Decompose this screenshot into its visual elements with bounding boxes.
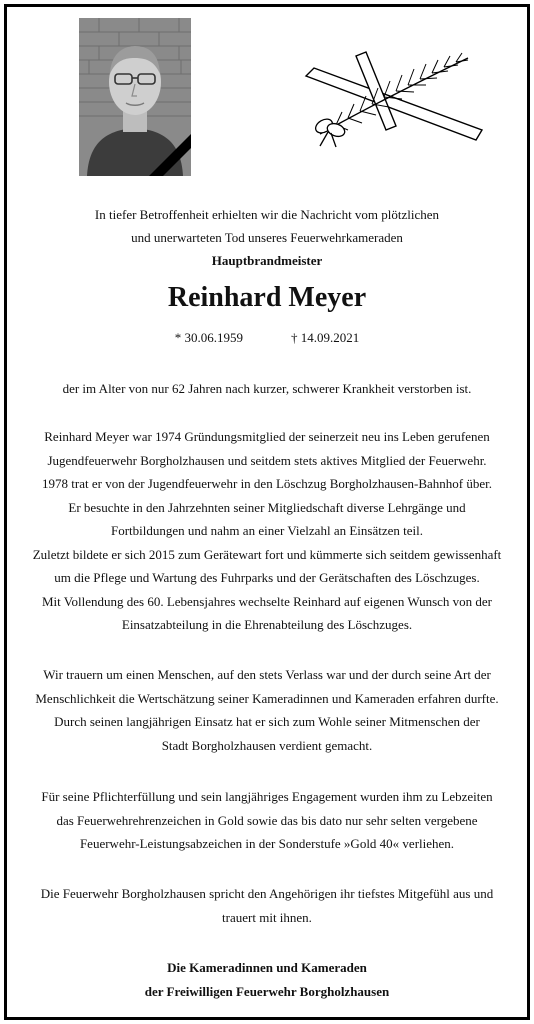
mourn-line-2: Menschlichkeit die Wertschätzung seiner Kameradinnen und Kameraden erfahren durfte. — [35, 690, 499, 706]
bio-line-8: Mit Vollendung des 60. Lebensjahres wechselte Reinhard auf eigenen Wunsch von der — [41, 593, 493, 609]
intro-line-1: In tiefer Betroffenheit erhielten wir die Nachricht vom plötzlichen — [94, 207, 440, 222]
bio-line-6: Zuletzt bildete er sich 2015 zum Gerätewart fort und kümmerte sich seitdem gewissenhaft — [32, 546, 502, 562]
bio-line-4: Er besuchte in den Jahrzehnten seiner Mitgliedschaft diverse Lehrgänge und — [68, 499, 466, 515]
honors-line-3: Feuerwehr-Leistungsabzeichen in der Sonderstufe »Gold 40« verliehen. — [79, 836, 455, 851]
signature-line-1: Die Kameradinnen und Kameraden — [167, 960, 367, 975]
honors-line-2: das Feuerwehrehrenzeichen in Gold sowie das bis dato nur sehr selten vergebene — [56, 812, 478, 828]
intro-line-2: und unerwarteten Tod unseres Feuerwehrkameraden — [131, 230, 403, 245]
death-date: † 14.09.2021 — [291, 330, 360, 345]
cross-with-palm-branch-icon — [296, 48, 492, 148]
bio-line-2: Jugendfeuerwehr Borgholzhausen und seitdem stets aktives Mitglied der Feuerwehr. — [47, 452, 487, 468]
mourn-line-3: Durch seinen langjährigen Einsatz hat er sich zum Wohle seiner Mitmenschen der — [54, 714, 480, 729]
sympathy-line-1: Die Feuerwehr Borgholzhausen spricht den Angehörigen ihr tiefstes Mitgefühl aus und — [40, 886, 494, 901]
portrait-photo — [79, 18, 191, 176]
dates — [0, 327, 534, 350]
bio-line-1: Reinhard Meyer war 1974 Gründungsmitglied der seinerzeit neu ins Leben gerufenen — [44, 429, 490, 444]
bio-line-5: Fortbildungen und nahm an einer Vielzahl an Einsätzen teil. — [111, 523, 423, 538]
bio-line-9: Einsatzabteilung in die Ehrenabteilung des Löschzuges. — [121, 617, 413, 632]
mourn-line-4: Stadt Borgholzhausen verdient gemacht. — [161, 737, 373, 753]
birth-date: * 30.06.1959 — [174, 330, 243, 345]
deceased-name: Reinhard Meyer — [167, 282, 367, 313]
mourn-line-1: Wir trauern um einen Menschen, auf den stets Verlass war und der durch seine Art der — [43, 667, 491, 682]
sympathy-line-2: trauert mit ihnen. — [222, 909, 312, 925]
bio-line-7: um die Pflege und Wartung des Fuhrparks und der Gerätschaften des Löschzuges. — [54, 570, 480, 585]
bio-line-3: 1978 trat er von der Jugendfeuerwehr in den Löschzug Borgholzhausen-Bahnhof über. — [42, 476, 492, 491]
rank: Hauptbrandmeister — [211, 253, 323, 268]
honors-line-1: Für seine Pflichterfüllung und sein langjähriges Engagement wurden ihm zu Lebzeiten — [41, 789, 493, 804]
signature-line-2: der Freiwilligen Feuerwehr Borgholzhausen — [144, 983, 390, 999]
age-line: der im Alter von nur 62 Jahren nach kurzer, schwerer Krankheit verstorben ist. — [62, 381, 472, 396]
